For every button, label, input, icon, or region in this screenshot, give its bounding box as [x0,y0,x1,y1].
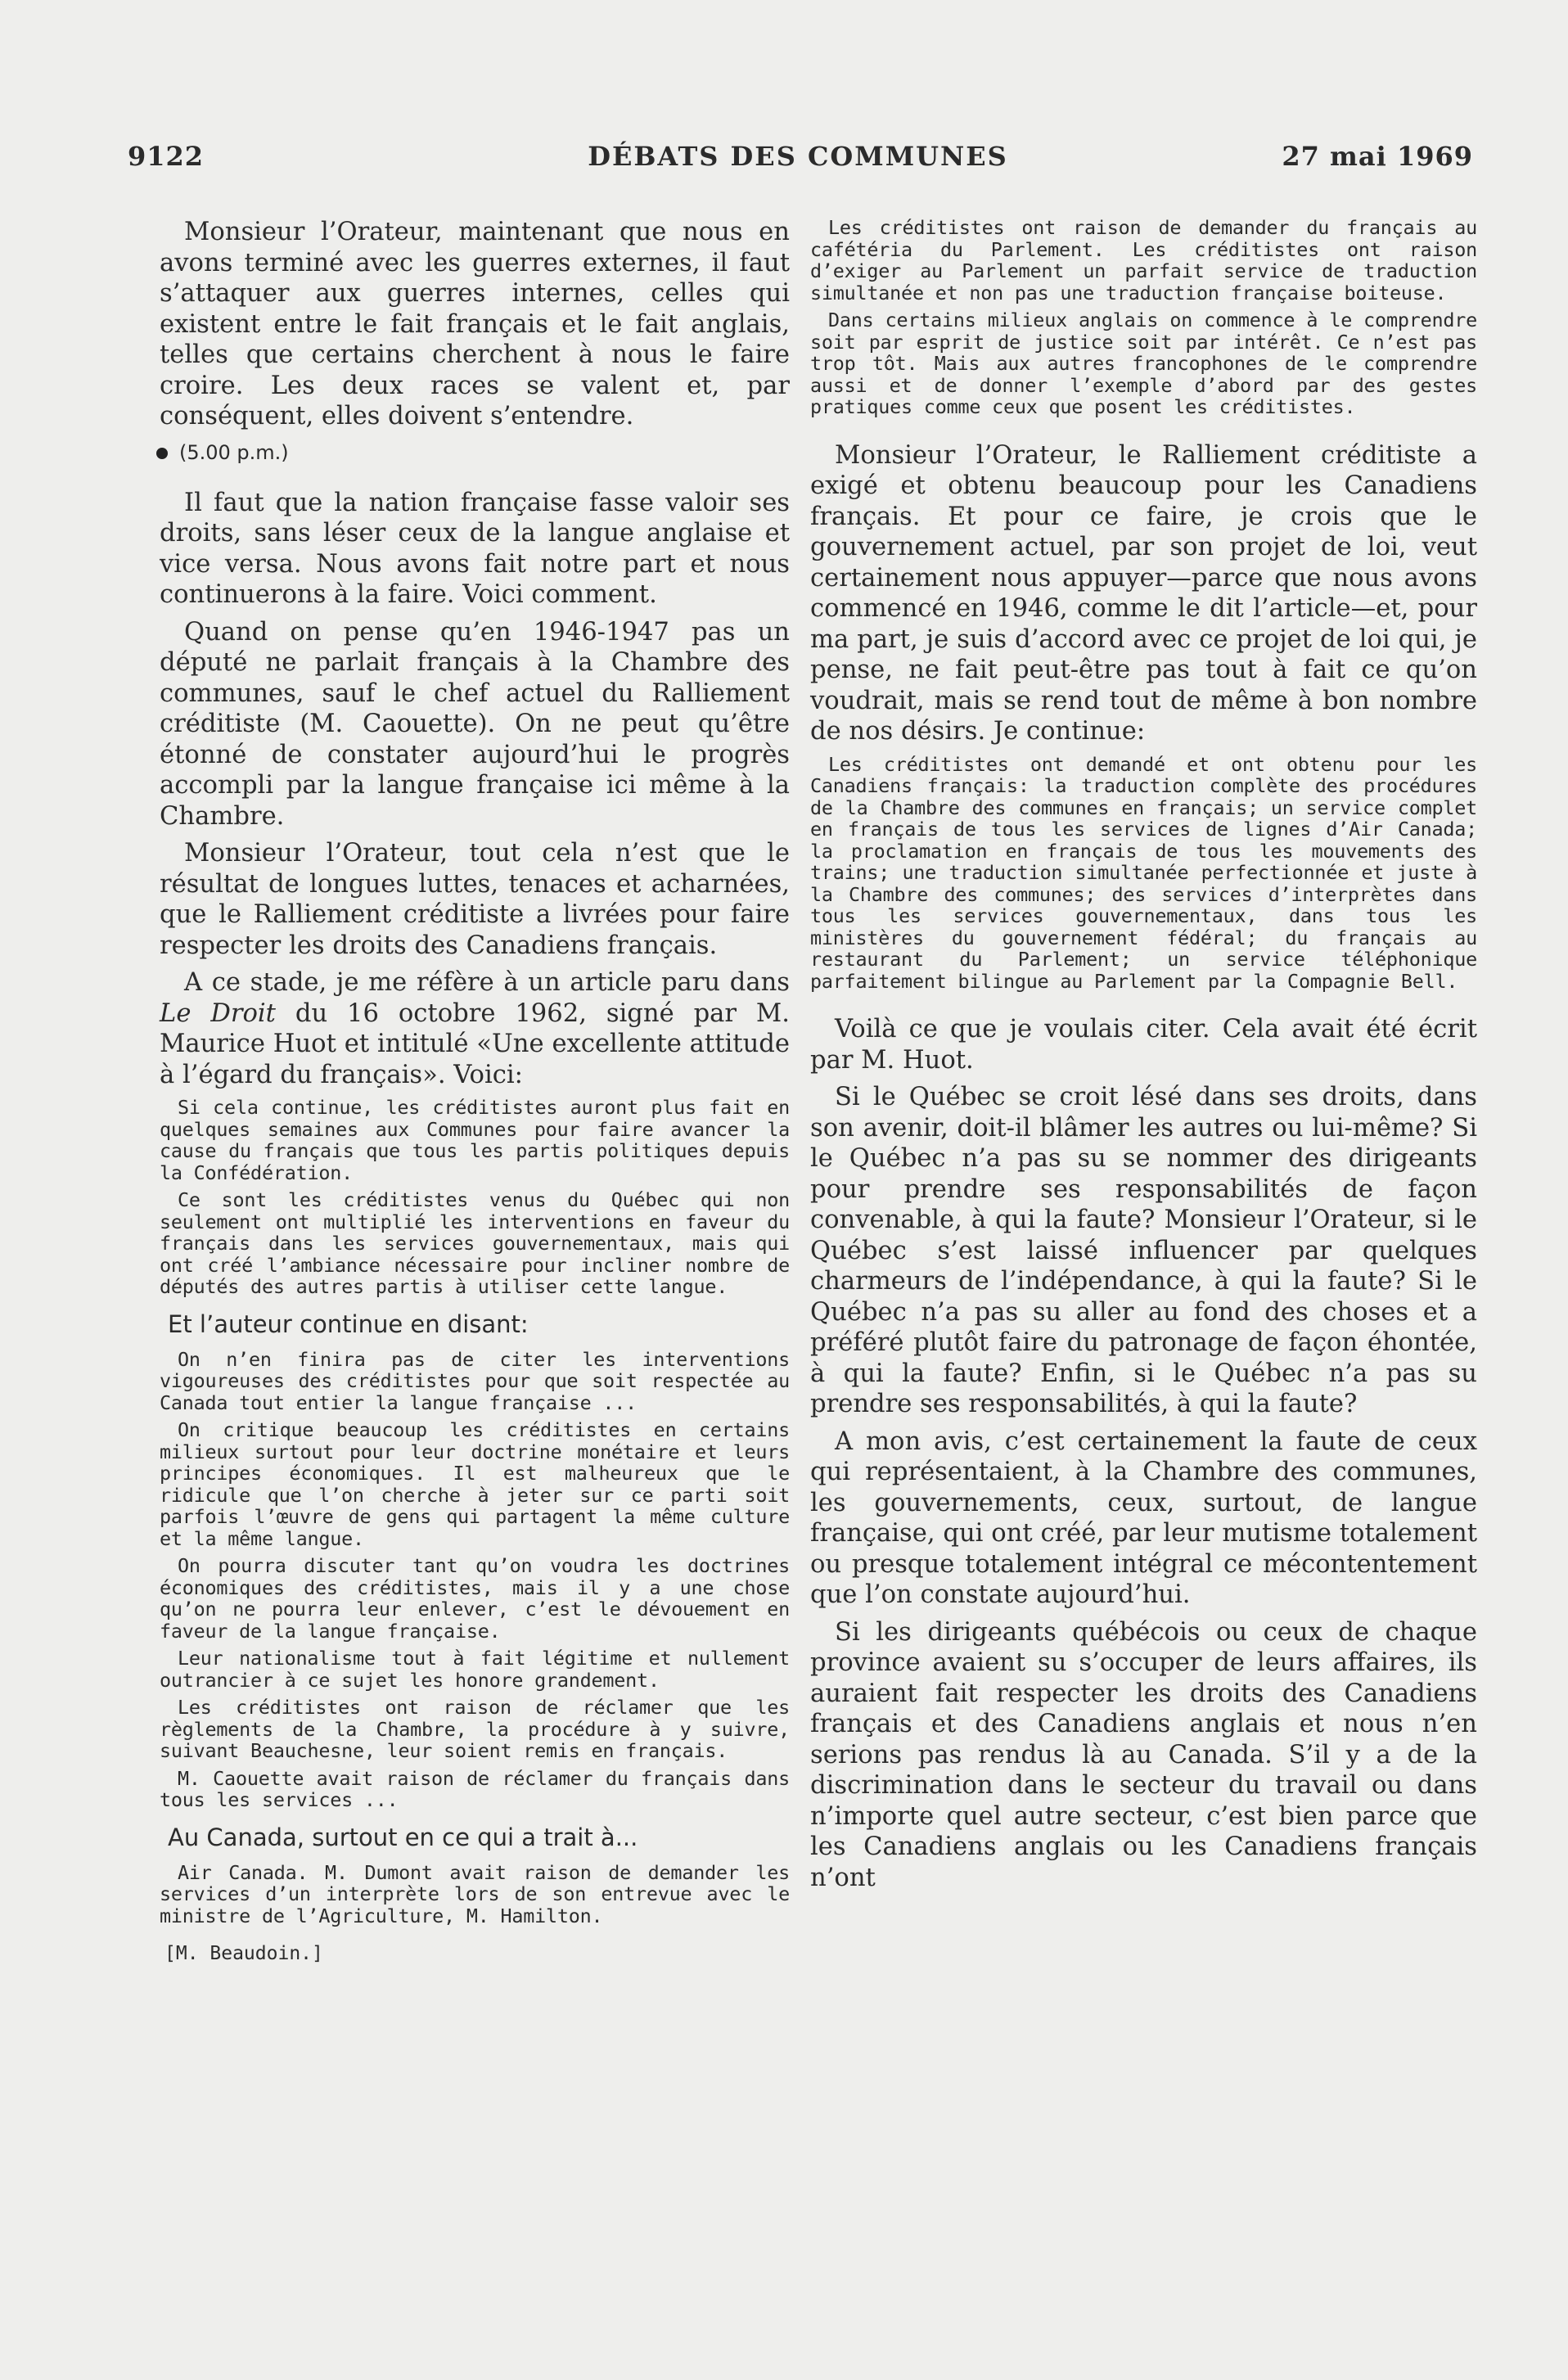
quoted-paragraph: Leur nationalisme tout à fait légitime et nullement outrancier à ce sujet les honore grandement. [160,1647,790,1692]
timestamp [156,440,790,465]
quoted-paragraph: Dans certains milieux anglais on commence à le comprendre soit par esprit de justice soit par intérêt. Ce n’est pas trop tôt. Mais aux autres francophones de le comprendre aussi et de donner l’exemple d’abord par des gestes pratiques comme ceux que posent les créditistes. [810,309,1477,418]
paragraph: Si le Québec se croit lésé dans ses droits, dans son avenir, doit-il blâmer les autres ou lui-même? Si le Québec n’a pas su se nommer des dirigeants pour prendre ses responsabilités de façon convenable, à qui la faute? Monsieur l’Orateur, si le Québec s’est laissé influencer par quelques charmeurs de l’indépendance, à qui la faute? Si le Québec n’a pas su aller au fond des choses et a préféré plutôt faire du patronage de façon éhontée, à qui la faute? Enfin, si le Québec n’a pas su prendre ses responsabilités, à qui la faute? [810,1083,1477,1418]
right-column [810,217,1477,1900]
page-date: 27 mai 1969 [1282,141,1473,172]
section-heading: Et l’auteur continue en disant: [168,1309,529,1338]
quoted-paragraph: Les créditistes ont raison de réclamer que les règlements de la Chambre, la procédure à y suivre, suivant Beauchesne, leur soient remis en français. [160,1696,790,1762]
paragraph: Quand on pense qu’en 1946-1947 pas un député ne parlait français à la Chambre des communes, sauf le chef actuel du Ralliement créditiste (M. Caouette). On ne peut qu’être étonné de constater aujourd’hui le progrès accompli par la langue française ici même à la Chambre. [160,617,790,831]
timestamp-text: (5.00 p.m.) [179,440,289,464]
text-run: A ce stade, je me réfère à un article paru dans [184,968,790,997]
quoted-paragraph: Air Canada. M. Dumont avait raison de demander les services d’un interprète lors de son entrevue avec le ministre de l’Agriculture, M. Hamilton. [160,1860,790,1927]
quoted-paragraph: On n’en finira pas de citer les interventions vigoureuses des créditistes pour que soit respectée au Canada tout entier la langue française ... [160,1347,790,1414]
paragraph: A mon avis, c’est certainement la faute de ceux qui représentaient, à la Chambre des communes, les gouvernements, ceux, surtout, de langue française, qui ont créé, par leur mutisme totalement ou presque totalement intégral ce mécontentement que l’on constate aujourd’hui. [810,1427,1477,1609]
quoted-paragraph: Les créditistes ont raison de demander du français au cafétéria du Parlement. Les créditistes ont raison d’exiger au Parlement un parfait service de traduction simultanée et non pas une traduction française boiteuse. [810,216,1477,304]
quoted-paragraph: On critique beaucoup les créditistes en certains milieux surtout pour leur doctrine monétaire et leurs principes économiques. Il est malheureux que le ridicule que l’on cherche à jeter sur ce parti soit parfois l’œuvre de gens qui partagent la même culture et la même langue. [160,1418,790,1550]
paragraph: Monsieur l’Orateur, le Ralliement créditiste a exigé et obtenu beaucoup pour les Canadiens français. Et pour ce faire, je crois que le gouvernement actuel, par son projet de loi, veut certainement nous appuyer—parce que nous avons commencé en 1946, comme le dit l’article—et, pour ma part, je suis d’accord avec ce projet de loi qui, je pense, ne fait peut-être pas tout à fait ce qu’on voudrait, mais se rend tout de même à bon nombre de nos désirs. Je continue: [810,440,1477,746]
paragraph: Monsieur l’Orateur, maintenant que nous en avons terminé avec les guerres externes, il faut s’attaquer aux guerres internes, celles qui existent entre le fait français et le fait anglais, telles que certains cherchent à nous le faire croire. Les deux races se valent et, par conséquent, elles doivent s’entendre. [160,218,790,430]
quoted-paragraph: Ce sont les créditistes venus du Québec qui non seulement ont multiplié les interventions en faveur du français dans les services gouvernementaux, mais qui ont créé l’ambiance nécessaire pour incliner nombre de députés des autres partis à utiliser cette langue. [160,1188,790,1298]
spacer [810,424,1477,440]
paragraph: Monsieur l’Orateur, tout cela n’est que le résultat de longues luttes, tenaces et acharnées, que le Ralliement créditiste a livrées pour faire respecter les droits des Canadiens français. [160,839,790,960]
bullet-icon [156,448,168,459]
quoted-paragraph: Les créditistes ont demandé et ont obtenu pour les Canadiens français: la traduction complète des procédures de la Chambre des communes en français; un service complet en français de tous les services de lignes d’Air Canada; la proclamation en français de tous les mouvements des trains; une traduction simultanée perfectionnée et juste à la Chambre des communes; des services d’interprètes dans tous les services gouvernementaux, dans tous les ministères du gouvernement fédéral; du français au restaurant du Parlement; un service téléphonique parfaitement bilingue au Parlement par la Compagnie Bell. [810,752,1477,993]
page-header [123,141,1473,183]
paragraph: Il faut que la nation française fasse valoir ses droits, sans léser ceux de la langue anglaise et vice versa. Nous avons fait notre part et nous continuerons à la faire. Voici comment. [160,488,790,609]
newspaper-title: Le Droit [160,998,276,1028]
text-run: du 16 octobre 1962, signé par M. Maurice Huot et intitulé «Une excellente attitude à l’égard du français». Voici: [160,998,790,1089]
paragraph [160,967,790,1090]
quoted-paragraph: M. Caouette avait raison de réclamer du français dans tous les services ... [160,1766,790,1811]
page-title: DÉBATS DES COMMUNES [588,141,1008,172]
section-heading: Au Canada, surtout en ce qui a trait à... [168,1823,638,1851]
left-column [160,217,790,1964]
spacer [810,998,1477,1014]
page-number: 9122 [128,141,205,172]
quoted-paragraph: On pourra discuter tant qu’on voudra les doctrines économiques des créditistes, mais il y a une chose qu’on ne pourra leur enlever, c’est le dévouement en faveur de la langue française. [160,1554,790,1643]
paragraph: Si les dirigeants québécois ou ceux de chaque province avaient su s’occuper de leurs affaires, ils auraient fait respecter les droits des Canadiens français et des Canadiens anglais et nous n’en serions pas rendus là au Canada. S’il y a de la discrimination dans le secteur du travail ou dans n’importe quel autre secteur, c’est bien parce que les Canadiens anglais ou les Canadiens français n’ont [810,1617,1477,1892]
paragraph: Voilà ce que je voulais citer. Cela avait été écrit par M. Huot. [810,1015,1477,1075]
quoted-paragraph: Si cela continue, les créditistes auront plus fait en quelques semaines aux Communes pour faire avancer la cause du français que tous les partis politiques depuis la Confédération. [160,1096,790,1184]
speaker-label: [M. Beaudoin.] [164,1943,323,1964]
